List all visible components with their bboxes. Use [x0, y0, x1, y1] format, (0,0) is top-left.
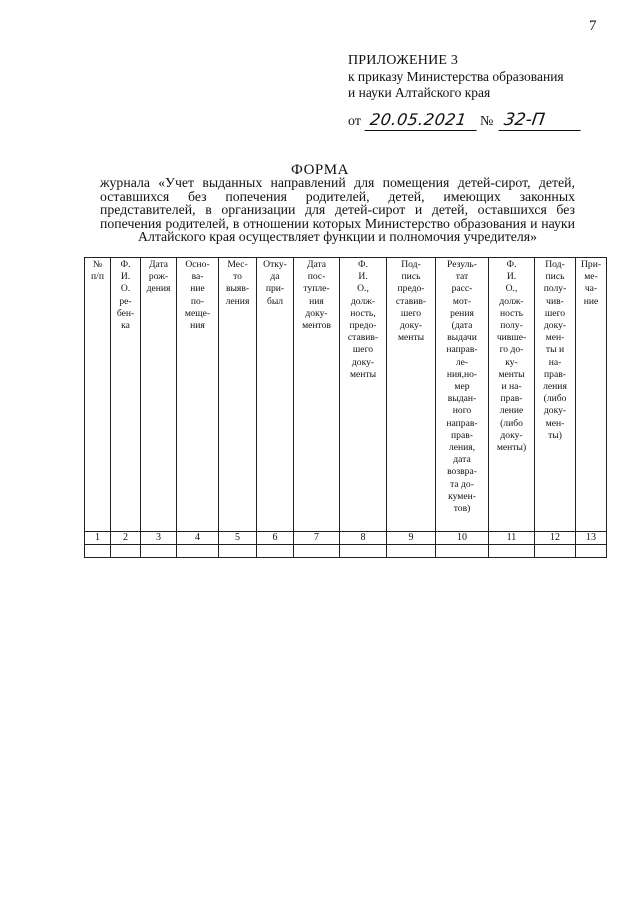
table-cell [111, 545, 141, 558]
journal-table [84, 257, 607, 558]
order-line [348, 110, 588, 132]
table-cell [177, 545, 219, 558]
journal-title: журнала «Учет выданных направлений для помещения детей-сирот, детей, оставшихся без попечения родителей, детей, имеющих законных представителей, в организации для детей-сирот и детей, оставшихся без попечения родителей, в отношении которых Министерство образования и науки Алтайского края осуществляет функции и полномочия учредителя» [100, 175, 575, 244]
appendix-line-2: и науки Алтайского края [348, 85, 491, 100]
column-number: 4 [177, 532, 219, 545]
table-cell [294, 545, 340, 558]
column-header: Ф. И. О., долж- ность полу- чивше- го до- ку- менты и на- прав- ление (либо доку- менты) [489, 258, 535, 532]
column-header: № п/п [85, 258, 111, 532]
table-cell [219, 545, 257, 558]
column-header: Ф. И. О., долж- ность, предо- ставив- шего доку- менты [340, 258, 387, 532]
order-from-label: от [348, 114, 361, 129]
table-cell [576, 545, 607, 558]
table-empty-row [85, 545, 607, 558]
column-header: Отку- да при- был [257, 258, 294, 532]
table-cell [257, 545, 294, 558]
table-cell [387, 545, 436, 558]
column-number: 2 [111, 532, 141, 545]
appendix-line-1: к приказу Министерства образования [348, 69, 564, 84]
column-number: 5 [219, 532, 257, 545]
column-header: Дата пос- тупле- ния доку- ментов [294, 258, 340, 532]
table-cell [141, 545, 177, 558]
column-header: Дата рож- дения [141, 258, 177, 532]
column-header: Под- пись полу- чив- шего доку- мен- ты и на- прав- ления (либо доку- мен- ты) [535, 258, 576, 532]
page-number: 7 [589, 18, 597, 34]
table-cell [436, 545, 489, 558]
order-date-handwritten: 20.05.2021 [365, 110, 480, 131]
appendix-title: ПРИЛОЖЕНИЕ 3 [348, 53, 459, 68]
column-header: При- ме- ча- ние [576, 258, 607, 532]
table-number-row [85, 532, 607, 545]
column-header: Осно- ва- ние по- меще- ния [177, 258, 219, 532]
column-number: 10 [436, 532, 489, 545]
column-number: 6 [257, 532, 294, 545]
table-header-row [85, 258, 607, 532]
table-cell [340, 545, 387, 558]
column-number: 7 [294, 532, 340, 545]
column-number: 12 [535, 532, 576, 545]
form-title: ФОРМА [291, 162, 349, 178]
order-number-label: № [480, 114, 494, 129]
column-number: 9 [387, 532, 436, 545]
table-cell [489, 545, 535, 558]
column-header: Ф. И. О. ре- бен- ка [111, 258, 141, 532]
column-number: 13 [576, 532, 607, 545]
column-number: 3 [141, 532, 177, 545]
column-header: Мес- то выяв- ления [219, 258, 257, 532]
order-number-handwritten: 32-П [499, 110, 584, 131]
column-number: 11 [489, 532, 535, 545]
table-cell [85, 545, 111, 558]
column-number: 1 [85, 532, 111, 545]
column-header: Резуль- тат расс- мот- рения (дата выдачи направ- ле- ния,но- мер выдан- ного направ- прав- ления, дата возвра- та до- кумен- тов) [436, 258, 489, 532]
column-header: Под- пись предо- ставив- шего доку- менты [387, 258, 436, 532]
column-number: 8 [340, 532, 387, 545]
table-cell [535, 545, 576, 558]
appendix-block [348, 53, 564, 101]
